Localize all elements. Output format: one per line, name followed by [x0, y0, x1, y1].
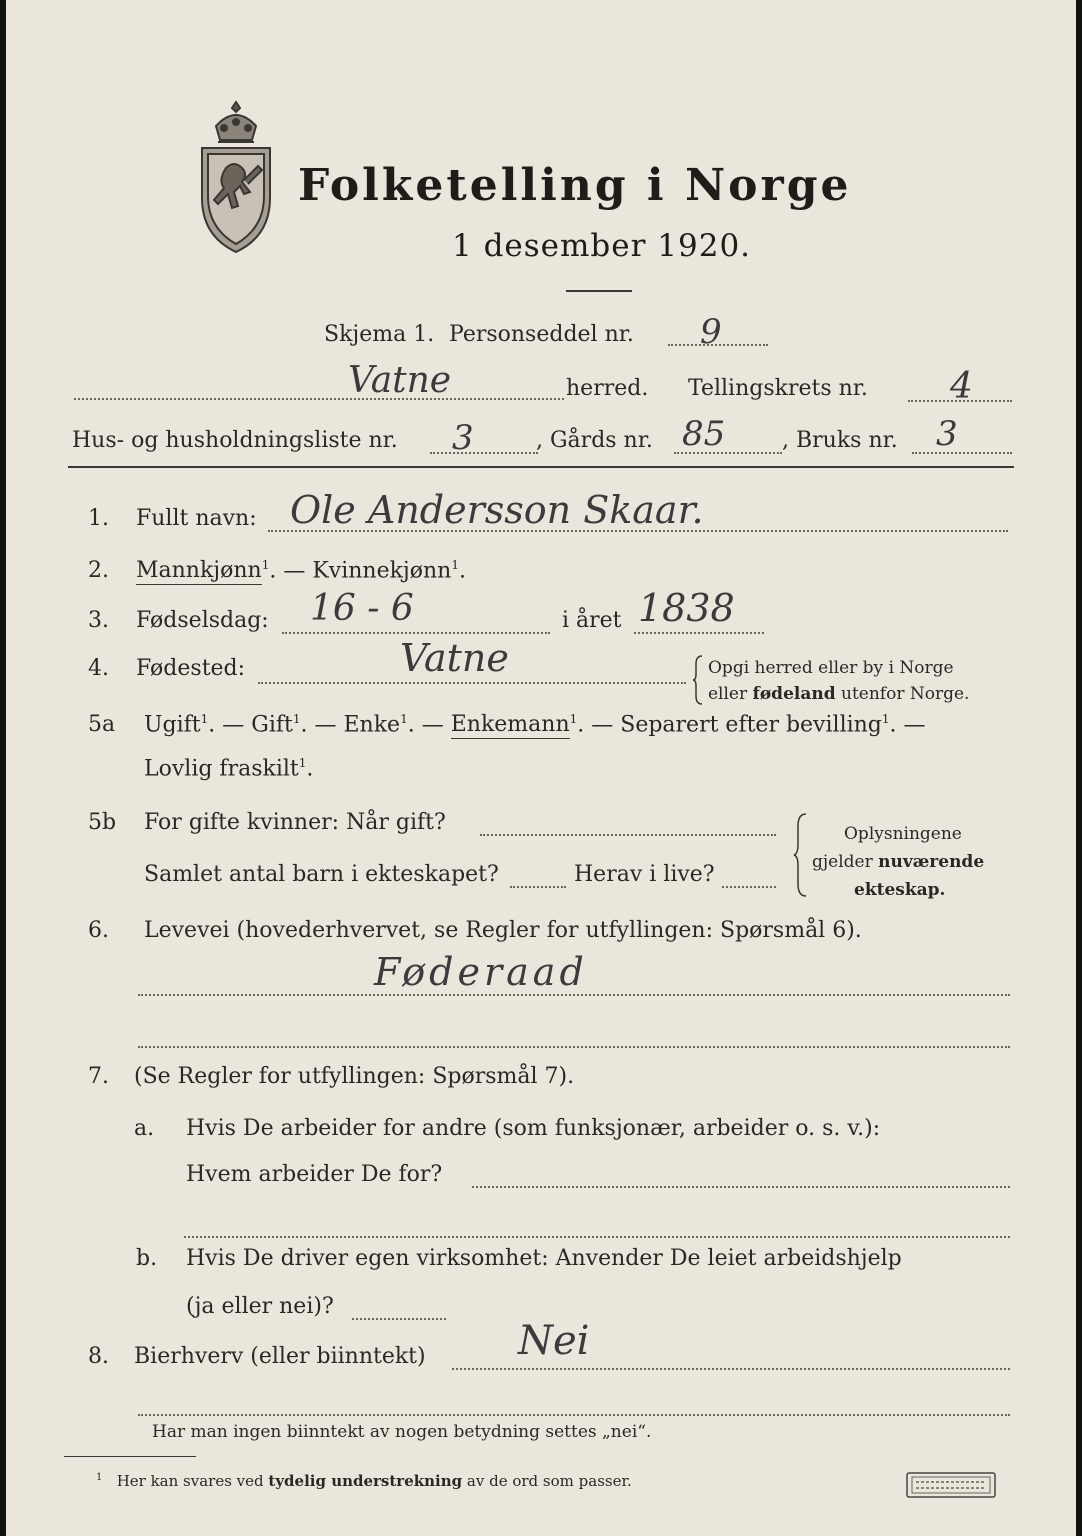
- q3-label: Fødselsdag:: [136, 608, 269, 633]
- herred-label: herred.: [566, 376, 649, 401]
- footnote-text-c: av de ord som passer.: [462, 1472, 632, 1490]
- q5a-lovlig[interactable]: Lovlig fraskilt: [144, 756, 299, 782]
- q5b-alive-label: Herav i live?: [574, 862, 715, 887]
- q5a-gift[interactable]: Gift: [251, 712, 293, 738]
- header-rule: [68, 466, 1014, 468]
- footnote: [96, 1472, 632, 1490]
- q7b-line1: Hvis De driver egen virksomhet: Anvender De leiet arbeidshjelp: [186, 1246, 902, 1271]
- q3-year-label: i året: [562, 608, 622, 633]
- q5a-enkemann[interactable]: Enkemann: [450, 712, 570, 738]
- q1-value[interactable]: Ole Andersson Skaar.: [290, 488, 704, 532]
- q8-label: Bierhverv (eller biinntekt): [134, 1344, 426, 1369]
- form-title: Folketelling i Norge: [298, 160, 852, 211]
- q7-label: (Se Regler for utfyllingen: Spørsmål 7).: [134, 1064, 575, 1089]
- q5a-end: .: [306, 756, 314, 782]
- q5a-options: [144, 712, 926, 737]
- q5b-brace-icon: [792, 812, 808, 898]
- tellingskrets-value[interactable]: 4: [950, 366, 973, 407]
- q8-note: Har man ingen biinntekt av nogen betydning settes „nei“.: [152, 1422, 652, 1442]
- q3-value[interactable]: 16 - 6: [310, 588, 414, 629]
- q6-value[interactable]: Føderaad: [374, 950, 588, 994]
- q2-male-option[interactable]: Mannkjønn: [136, 558, 262, 584]
- q5a-sup: 1: [292, 712, 301, 726]
- q5a-number: 5a: [88, 712, 116, 737]
- q7a-line1: Hvis De arbeider for andre (som funksjonær, arbeider o. s. v.):: [186, 1116, 881, 1141]
- bruks-label: , Bruks nr.: [782, 428, 898, 453]
- q5a-sup: 1: [881, 712, 890, 726]
- q5b-note-3: ekteskap.: [854, 880, 946, 900]
- husholdning-label: Hus- og husholdningsliste nr.: [72, 428, 398, 453]
- q5b-note-2: [812, 852, 984, 872]
- q7b-line2: (ja eller nei)?: [186, 1294, 334, 1319]
- husholdning-line: [430, 452, 538, 454]
- q5a-dash: . —: [577, 712, 621, 738]
- q6-label: Levevei (hovederhvervet, se Regler for utfyllingen: Spørsmål 6).: [144, 918, 862, 943]
- q5a-line2: [144, 756, 313, 781]
- personseddel-label: Personseddel nr.: [449, 322, 634, 347]
- norwegian-coat-of-arms-icon: [194, 98, 278, 258]
- census-date: 1 desember 1920.: [452, 228, 752, 264]
- q5b-note-2b: nuværende: [878, 852, 985, 872]
- q7a-letter: a.: [134, 1116, 155, 1141]
- q8-value[interactable]: Nei: [518, 1318, 590, 1364]
- q2-number: 2.: [88, 558, 109, 583]
- q7-number: 7.: [88, 1064, 109, 1089]
- q1-number: 1.: [88, 506, 109, 531]
- q4-note-2c: utenfor Norge.: [835, 684, 970, 704]
- q5b-children-line: [510, 886, 566, 888]
- footnote-rule: [64, 1456, 196, 1457]
- q8-line: [452, 1368, 1010, 1370]
- q5b-children-label: Samlet antal barn i ekteskapet?: [144, 862, 499, 887]
- q5a-dash: . —: [407, 712, 451, 738]
- q8-extra-line: [138, 1414, 1010, 1416]
- bruks-line: [912, 452, 1012, 454]
- q5a-separert[interactable]: Separert efter bevilling: [620, 712, 882, 738]
- q7b-letter: b.: [136, 1246, 158, 1271]
- q5b-number: 5b: [88, 810, 117, 835]
- q7a-employer-line: [472, 1186, 1010, 1188]
- husholdning-value[interactable]: 3: [452, 418, 474, 458]
- q5a-trailing: . —: [889, 712, 926, 738]
- q3-line: [282, 632, 550, 634]
- q1-label: Fullt navn:: [136, 506, 257, 531]
- footnote-text-b: tydelig understrekning: [268, 1472, 463, 1490]
- q5a-ugift[interactable]: Ugift: [144, 712, 201, 738]
- q5b-note-2a: gjelder: [812, 852, 879, 872]
- q5a-dash: . —: [300, 712, 344, 738]
- q2-female-option[interactable]: Kvinnekjønn: [312, 558, 452, 584]
- q2-separator: . —: [269, 558, 313, 584]
- q6-line-2: [138, 1046, 1010, 1048]
- bruks-value[interactable]: 3: [936, 414, 958, 454]
- q4-value[interactable]: Vatne: [400, 636, 509, 680]
- census-form-sheet: [6, 0, 1076, 1536]
- printer-stamp-icon: [906, 1472, 996, 1498]
- schema-label: Skjema 1.: [324, 322, 435, 347]
- tellingskrets-label: Tellingskrets nr.: [688, 376, 868, 401]
- herred-line: [74, 398, 564, 400]
- q4-line: [258, 682, 686, 684]
- q5a-sup: 1: [400, 712, 408, 726]
- q6-number: 6.: [88, 918, 109, 943]
- footnote-marker: 1: [96, 1472, 103, 1483]
- q4-note-2: [708, 684, 969, 704]
- q4-note-2a: eller: [708, 684, 753, 704]
- q7a-line2: Hvem arbeider De for?: [186, 1162, 443, 1187]
- title-divider: [566, 290, 632, 292]
- q5b-note-1: Oplysningene: [844, 824, 962, 844]
- q4-number: 4.: [88, 656, 109, 681]
- gards-value[interactable]: 85: [682, 414, 726, 454]
- q8-number: 8.: [88, 1344, 109, 1369]
- q2-options: [136, 558, 466, 583]
- footnote-text-a: Her kan svares ved: [116, 1472, 269, 1490]
- q4-note-2b: fødeland: [752, 684, 836, 704]
- q6-line-1: [138, 994, 1010, 996]
- q2-sup-1: 1: [261, 558, 270, 572]
- q2-sup-2: 1: [451, 558, 459, 572]
- herred-value[interactable]: Vatne: [348, 360, 452, 401]
- q4-note-1: Opgi herred eller by i Norge: [708, 658, 954, 678]
- q2-end: .: [458, 558, 466, 584]
- q7a-extra-line: [184, 1236, 1010, 1238]
- q5a-dash: . —: [208, 712, 252, 738]
- q5b-alive-line: [722, 886, 776, 888]
- q3-number: 3.: [88, 608, 109, 633]
- q3-year-line: [634, 632, 764, 634]
- q5a-enke[interactable]: Enke: [343, 712, 401, 738]
- q5a-sup: 1: [200, 712, 209, 726]
- gards-label: , Gårds nr.: [536, 428, 653, 453]
- q5b-when-married-label: For gifte kvinner: Når gift?: [144, 810, 446, 835]
- q5a-sup: 1: [569, 712, 578, 726]
- q5b-when-married-line: [480, 834, 776, 836]
- q4-brace-icon: [692, 654, 704, 706]
- q7b-answer-line: [352, 1318, 446, 1320]
- personseddel-value[interactable]: 9: [700, 312, 722, 352]
- q5a-sup: 1: [298, 756, 307, 770]
- q3-year-value[interactable]: 1838: [638, 586, 735, 630]
- q4-label: Fødested:: [136, 656, 246, 681]
